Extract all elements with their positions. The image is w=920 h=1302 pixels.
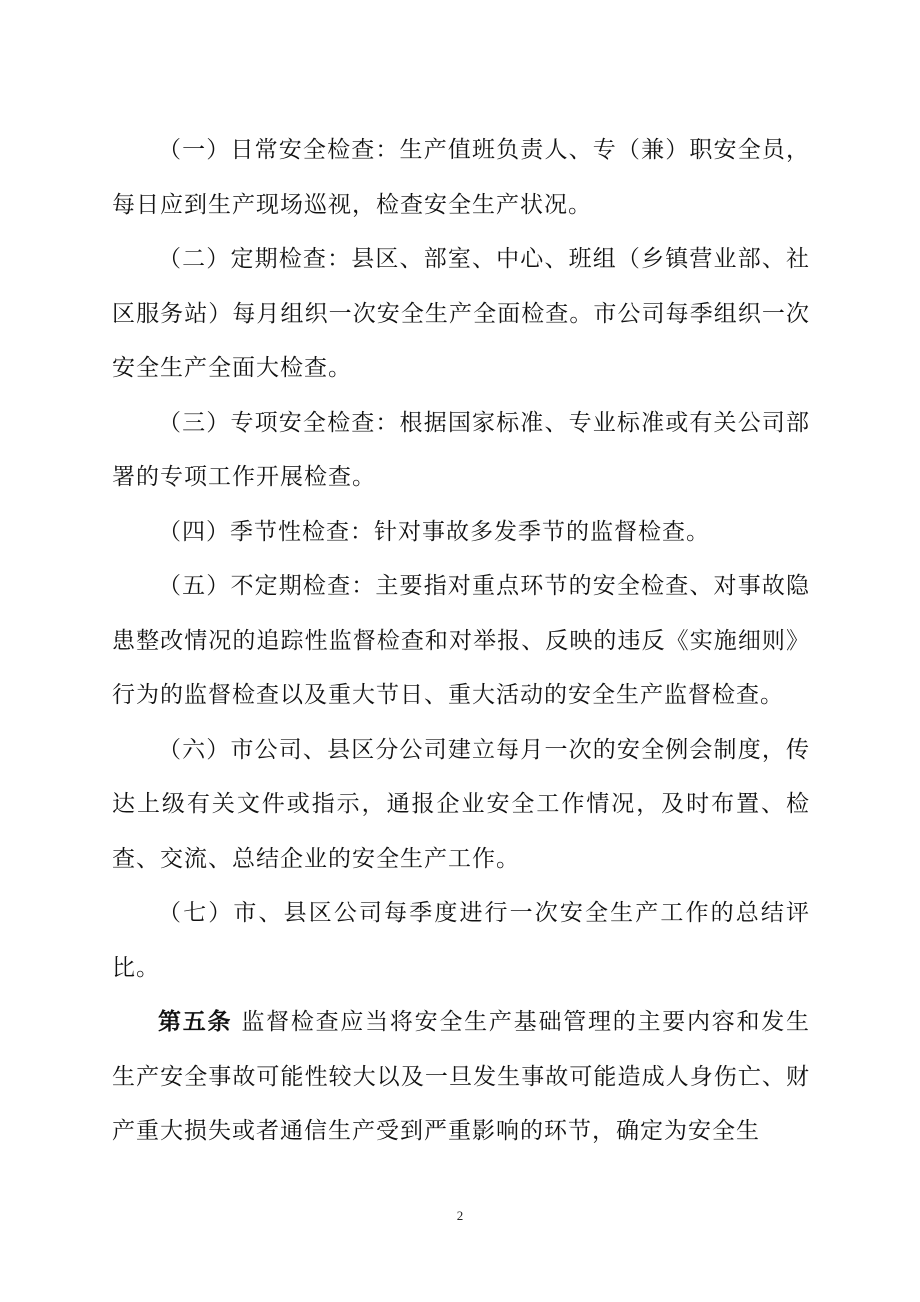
article-label: 第五条 [158, 1009, 233, 1035]
article-five [112, 995, 810, 1159]
paragraph-irregular-inspection: （五）不定期检查：主要指对重点环节的安全检查、对事故隐患整改情况的追踪性监督检查和对举报、反映的违反《实施细则》行为的监督检查以及重大节日、重大活动的安全生产监督检查。 [112, 573, 810, 708]
paragraph-monthly-meeting: （六）市公司、县区分公司建立每月一次的安全例会制度，传达上级有关文件或指示，通报企业安全工作情况，及时布置、检查、交流、总结企业的安全生产工作。 [112, 736, 810, 872]
paragraph-seasonal-inspection: （四）季节性检查：针对事故多发季节的监督检查。 [158, 518, 710, 545]
article-text: 监督检查应当将安全生产基础管理的主要内容和发生生产安全事故可能性较大以及一旦发生事故可能造成人身伤亡、财产重大损失或者通信生产受到严重影响的环节，确定为安全生 [112, 1009, 811, 1144]
page-number: 2 [456, 1208, 464, 1223]
document-body [112, 123, 810, 1159]
paragraph-special-inspection: （三）专项安全检查：根据国家标准、专业标准或有关公司部署的专项工作开展检查。 [112, 409, 810, 490]
paragraph-periodic-inspection: （二）定期检查：县区、部室、中心、班组（乡镇营业部、社区服务站）每月组织一次安全生产全面检查。市公司每季组织一次安全生产全面大检查。 [112, 246, 810, 381]
paragraph-daily-inspection: （一）日常安全检查：生产值班负责人、专（兼）职安全员，每日应到生产现场巡视，检查安全生产状况。 [112, 137, 810, 218]
paragraph-quarterly-review: （七）市、县区公司每季度进行一次安全生产工作的总结评比。 [112, 900, 810, 981]
